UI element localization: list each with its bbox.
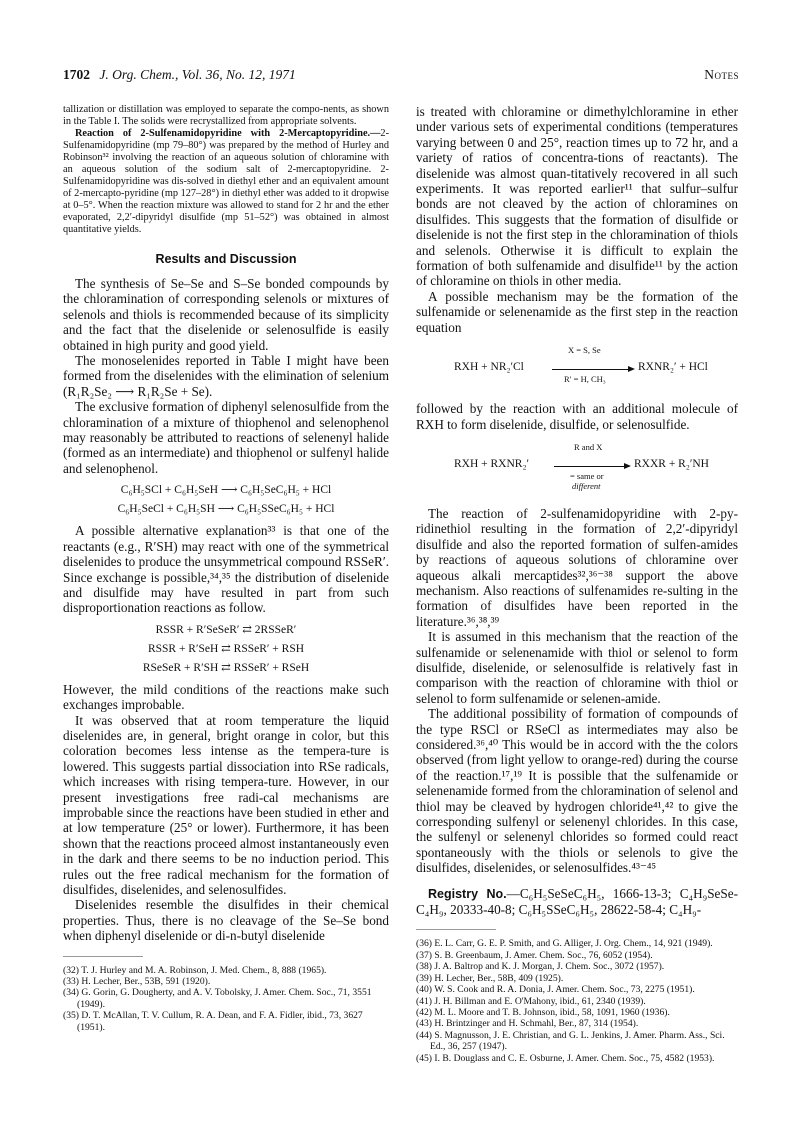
- footnote: (41) J. H. Billman and E. O'Mahony, ibid., 61, 2340 (1939).: [416, 995, 646, 1007]
- footnotes: [63, 965, 389, 1033]
- preparation-text: 2-Sulfenamidopyridine (mp 79–80°) was prepared by the method of Hurley and Robinson³² involving the reaction of an aqueous solution of chloramine with an aqueous solution of the sodium salt of 2-mercaptopyridine. 2-Sulfenamidopyridine was dis-solved in diethyl ether and an equivalent amount of 2-mercapto-pyridine (mp 127–28°) in diethyl ether was added to it dropwise at 0–5°. When the reaction mixture was allowed to stand for 2 hr and the ether evaporated, 2,2′-dipyridyl disulfide (mp 51–52°) was obtained in almost quantitative yields.: [63, 128, 389, 235]
- reaction-condition: R′ = H, CH₃: [564, 374, 606, 385]
- footnote: (38) J. A. Baltrop and K. J. Morgan, J. Chem. Soc., 3072 (1957).: [416, 961, 665, 973]
- equation: RSSR + R′SeSeR′ ⇄ 2RSSeR′: [155, 623, 297, 636]
- section-label: Notes: [704, 67, 739, 82]
- equation: RSSR + R′SeH ⇄ RSSeR′ + RSH: [147, 642, 305, 655]
- footnote: (44) S. Magnusson, J. E. Christian, and G. L. Jenkins, J. Amer. Pharm. Ass., Sci. Ed., 36, 257 (1947).: [416, 1029, 725, 1053]
- paragraph: The exclusive formation of diphenyl selenosulfide from the chloramination of a mixture of thiophenol and selenophenol may reasonably be attributed to reactions of selenenyl halide (formed as an intermediate) and thiophenol or sulfenyl halide and selenophenol.: [63, 399, 389, 476]
- reaction-arrowhead: [628, 366, 635, 372]
- paragraph: It was observed that at room temperature the liquid diselenides are, in general, bright orange in color, but this coloration becomes less intense as the tempera-ture is lowered. This suggests partial dissociation into RSe radicals, which increases with rising tempera-ture. However, in our present investigations free radi-cal mechanisms are improbable since the reactions have been studied in ether and at low temperature (25° or lower). Furthermore, it has been shown that the reactions proceed almost instantaneously even in the dark and there seems to be no induction period. This rules out the free radical mechanism for the formation of disulfides, diselenides, and selenosulfides.: [63, 712, 389, 897]
- footnote: (34) G. Gorin, G. Dougherty, and A. V. Tobolsky, J. Amer. Chem. Soc., 71, 3551 (1949).: [63, 987, 372, 1010]
- equation: C₆H₅SCl + C₆H₅SeH ⟶ C₆H₅SeC₆H₅ + HCl: [120, 484, 332, 497]
- journal-citation: J. Org. Chem., Vol. 36, No. 12, 1971: [99, 67, 296, 82]
- reaction-condition: = same or: [570, 470, 604, 481]
- footnote: (36) E. L. Carr, G. E. P. Smith, and G. Alliger, J. Org. Chem., 14, 921 (1949).: [416, 938, 713, 950]
- equation: RSeSeR + R′SH ⇄ RSSeR′ + RSeH: [142, 661, 310, 674]
- paragraph: The additional possibility of formation of compounds of the type RSCl or RSeCl as intermediates may also be considered.³⁶,⁴⁰ This would be in accord with the the colors observed (from light yellow to orange-red) during the course of the reaction.¹⁷,¹⁹ It is possible that the sulfenamide or selenenamide formed from the chloramination of selenol and thiol may be cleaved by hydrogen chloride⁴¹,⁴² to give the corresponding sulfenyl or selenenyl chlorides. In this case, the sulfenyl or selenenyl chlorides so formed could react spontaneously with the thiols or selenols to give the disulfides, diselenides, or selenosulfides.⁴³⁻⁴⁵: [416, 706, 738, 876]
- registry-text: —C₆H₅SeSeC₆H₅, 1666-13-3; C₄H₉SeSe-C₄H₉, 20333-40-8; C₆H₅SSeC₆H₅, 28622-58-4; C₄H₉-: [416, 885, 738, 918]
- reaction-equation: [416, 438, 738, 496]
- reaction-condition: X = S, Se: [568, 345, 601, 356]
- preparation-paragraph: [63, 128, 389, 236]
- paragraph: A possible mechanism may be the formation of the sulfenamide or selenenamide as the first step in the reaction equation: [416, 288, 738, 335]
- paragraph: Diselenides resemble the disulfides in their chemical properties. Thus, there is no cleavage of the Se–Se bond when diphenyl diselenide or di-n-butyl diselenide: [63, 897, 389, 944]
- paragraph: It is assumed in this mechanism that the reaction of the sulfenamide or selenenamide with thiol or selenol to form disulfide, diselenide, or selenosulfide is relatively fast in comparison with the reaction of chloramine with thiol or selenol to form sulfenamide or selenen-amide.: [416, 629, 738, 706]
- reaction-products: RXNR₂′ + HCl: [638, 361, 708, 374]
- footnote: (45) I. B. Douglass and C. E. Osburne, J. Amer. Chem. Soc., 75, 4582 (1953).: [416, 1052, 715, 1064]
- footnotes: [416, 938, 738, 1063]
- equation-block: [63, 622, 389, 674]
- footnote-divider: [416, 929, 496, 930]
- footnote: (43) H. Brintzinger and H. Schmahl, Ber., 87, 314 (1954).: [416, 1018, 639, 1030]
- footnote: (42) M. L. Moore and T. B. Johnson, ibid., 58, 1091, 1960 (1936).: [416, 1006, 670, 1018]
- footnote: (40) W. S. Cook and R. A. Donia, J. Amer. Chem. Soc., 73, 2275 (1951).: [416, 984, 695, 996]
- reaction-reactants: RXH + RXNR₂′: [454, 457, 529, 470]
- paragraph: The monoselenides reported in Table I might have been formed from the diselenides with the elimination of selenium (R₁R₂Se₂ ⟶ R₁R₂Se + Se).: [63, 353, 389, 399]
- reaction-arrow: [554, 466, 626, 467]
- footnote: (35) D. T. McAllan, T. V. Cullum, R. A. Dean, and F. A. Fidler, ibid., 73, 3627 (1951).: [63, 1010, 363, 1033]
- reaction-condition: R and X: [574, 441, 603, 452]
- footnote-divider: [63, 956, 143, 957]
- paragraph: However, the mild conditions of the reactions make such exchanges improbable.: [63, 681, 389, 713]
- reaction-reactants: RXH + NR₂′Cl: [454, 361, 524, 374]
- footnote: (32) T. J. Hurley and M. A. Robinson, J. Med. Chem., 8, 888 (1965).: [63, 964, 327, 976]
- paragraph: The synthesis of Se–Se and S–Se bonded compounds by the chloramination of corresponding selenols or mixtures of selenols and thiols is recommended because of its simplicity and the fact that the diselenide or selenosulfide is easily obtained in high purity and good yield.: [63, 276, 389, 353]
- page-header: [63, 67, 739, 83]
- preparation-title: Reaction of 2-Sulfenamidopyridine with 2-Mercaptopyridine.—: [75, 128, 381, 139]
- paragraph: followed by the reaction with an additional molecule of RXH to form diselenide, disulfide, or selenosulfide.: [416, 401, 738, 432]
- reaction-arrowhead: [624, 463, 631, 469]
- footnote: (39) H. Lecher, Ber., 58B, 409 (1925).: [416, 972, 564, 984]
- equation-block: [63, 482, 389, 515]
- paragraph: A possible alternative explanation³³ is that one of the reactants (e.g., R′SH) may react with one of the symmetrical diselenides to produce the unsymmetrical compound RSSeR′. Since exchange is possible,³⁴,³⁵ the distribution of diselenide and disulfide may have resulted in part from such disproportionation reactions as follow.: [63, 523, 389, 616]
- reaction-products: RXXR + R₂′NH: [634, 457, 709, 470]
- right-column: [416, 104, 738, 1064]
- footnote: (37) S. B. Greenbaum, J. Amer. Chem. Soc., 76, 6052 (1954).: [416, 949, 653, 961]
- intro-text: tallization or distillation was employed to separate the compo-nents, as shown in the Table I. The solids were recrystallized from appropriate solvents.: [63, 104, 389, 127]
- paragraph: is treated with chloramine or dimethylchloramine in ether under various sets of experimental conditions (temperatures varying between 0 and 25°, reaction times up to 72 hr, and a variety of ratios of concentra-tions of reactants). The diselenide was almost quan-titatively recovered in all such experiments. It was reported earlier¹¹ that sulfur–sulfur bonds are not cleaved by the action of chloramines on disulfides. This suggests that the formation of disulfide or diselenide is not the first step in the chloramination of thiols and selenols. Otherwise it is difficult to explain the formation of both sulfenamide and disulfide¹¹ by the action of chloramine on thiols in other media.: [416, 104, 738, 289]
- footnote: (33) H. Lecher, Ber., 53B, 591 (1920).: [63, 976, 211, 988]
- reaction-condition: different: [572, 480, 601, 491]
- registry-numbers: [416, 886, 738, 918]
- page-number: 1702: [63, 67, 90, 82]
- equation: C₆H₅SeCl + C₆H₅SH ⟶ C₆H₅SSeC₆H₅ + HCl: [117, 503, 335, 516]
- reaction-arrow: [552, 369, 630, 370]
- section-heading: Results and Discussion: [155, 252, 297, 266]
- paragraph: The reaction of 2-sulfenamidopyridine with 2-py-ridinethiol resulting in the formation of 2,2′-dipyridyl disulfide and also the reported formation of sulfen-amides by reactions of aqueous solutions of chloramine over aqueous alkali mercaptides³²,³⁶⁻³⁸ support the above mechanism. Also reactions of sulfenamides re-sulting in the formation of disulfides have been reported in the literature.³⁶,³⁸,³⁹: [416, 505, 738, 629]
- left-column: [63, 104, 389, 1033]
- registry-label: Registry No.: [428, 886, 507, 901]
- reaction-equation: [416, 341, 738, 391]
